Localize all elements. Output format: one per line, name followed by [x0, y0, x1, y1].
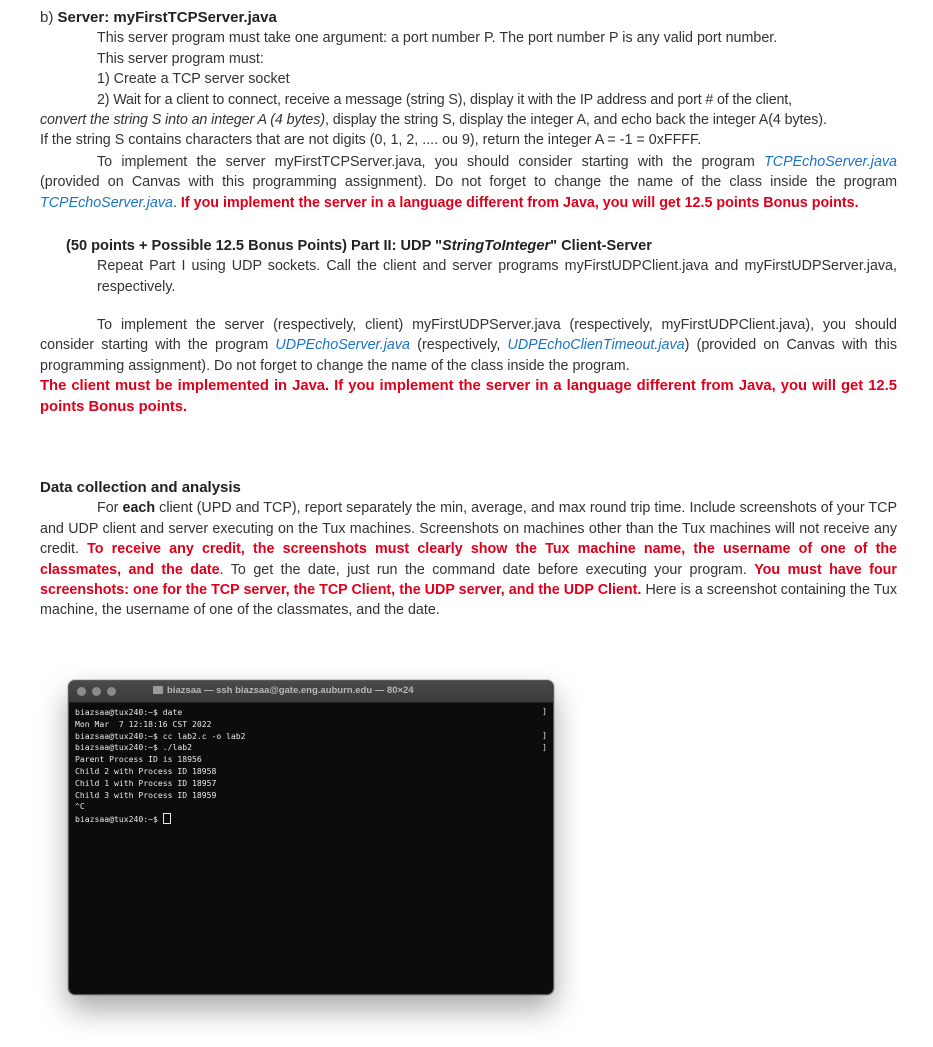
part-ii-section — [40, 236, 897, 297]
terminal-line: biazsaa@tux240:~$ date — [75, 707, 183, 717]
part-b-line-6: If the string S contains characters that are not digits (0, 1, 2, .... ou 9), return the integer A = -1 = 0xFFFF. — [40, 132, 702, 149]
maximize-window-dot-icon — [107, 687, 116, 696]
part-ii-implement-paragraph — [40, 315, 897, 376]
part-ii-heading-italic: StringToInteger — [442, 238, 551, 254]
dc-each-bold: each — [122, 500, 156, 517]
terminal-prompt: biazsaa@tux240:~$ — [75, 814, 163, 825]
window-controls — [77, 687, 116, 696]
data-collection-section — [40, 478, 897, 621]
minimize-window-dot-icon — [92, 687, 101, 696]
terminal-line: Parent Process ID is 18956 — [75, 754, 202, 765]
data-collection-paragraph — [40, 498, 897, 620]
part-b-section — [40, 8, 897, 213]
part-b-implement-paragraph — [40, 152, 897, 213]
client-java-notice-red: The client must be implemented in Java. If you implement the server in a language different from Java, you will get 12.5 points Bonus points. — [40, 378, 897, 415]
terminal-prompt-line — [75, 813, 547, 826]
implement-text-b: (provided on Canvas with this programming assignment). Do not forget to change the name of the class inside the program — [40, 174, 897, 191]
tcpechoserver-link-2[interactable]: TCPEchoServer.java — [40, 194, 173, 211]
terminal-edge-mark: ] — [542, 707, 547, 716]
dc-text-d: Here is a screenshot containing the Tux machine, the username of one of the classmates, and the date. — [40, 582, 897, 619]
terminal-line: biazsaa@tux240:~$ ./lab2 — [75, 742, 192, 753]
part-ii-heading-a: (50 points + Possible 12.5 Bonus Points) Part II: UDP " — [66, 238, 443, 254]
udp-implement-text-c: ) (provided on Canvas with this programming assignment). Do not forget to change the name of the class inside the program. — [40, 337, 897, 374]
part-b-line-2: This server program must: — [97, 50, 264, 67]
part-ii-implement-section — [40, 315, 897, 417]
part-b-label: b) — [40, 9, 58, 26]
part-ii-heading-b: " Client-Server — [550, 238, 652, 254]
terminal-edge-mark: ] — [542, 731, 547, 740]
udp-implement-text-b: (respectively, — [409, 337, 508, 354]
data-collection-heading: Data collection and analysis — [40, 479, 241, 496]
terminal-line: Mon Mar 7 12:18:16 CST 2022 — [75, 718, 212, 729]
dc-red-requirement-1: To receive any credit, the screenshots must clearly show the Tux machine name, the username of one of the classmates, and the date — [40, 541, 898, 578]
part-b-title: Server: myFirstTCPServer.java — [57, 9, 277, 26]
udp-implement-text-a: To implement the server (respectively, client) myFirstUDPServer.java (respectively, myFirstUDPClient.java), you should consider starting with the program — [40, 317, 897, 354]
part-b-step-2-cont — [40, 110, 897, 130]
terminal-window-screenshot — [68, 680, 554, 995]
bonus-notice-red: If you implement the server in a language different from Java, you will get 12.5 points Bonus points. — [180, 194, 859, 211]
terminal-line: Child 3 with Process ID 18959 — [75, 789, 217, 800]
terminal-title-text: biazsaa — ssh biazsaa@gate.eng.auburn.edu — 80×24 — [167, 685, 414, 696]
part-ii-heading — [40, 236, 897, 256]
part-b-line-1: This server program must take one argument: a port number P. The port number P is any valid port number. — [97, 30, 778, 47]
terminal-title — [153, 685, 414, 696]
dc-text-c: . To get the date, just run the command date before executing your program. — [219, 561, 755, 578]
terminal-output — [69, 703, 553, 830]
terminal-line: ^C — [75, 801, 85, 812]
dc-text-a: For — [97, 500, 123, 517]
part-ii-repeat-text: Repeat Part I using UDP sockets. Call the client and server programs myFirstUDPClient.java and myFirstUDPServer.java, respectively. — [97, 258, 897, 295]
terminal-line: biazsaa@tux240:~$ cc lab2.c -o lab2 — [75, 730, 246, 741]
terminal-cursor — [163, 813, 171, 824]
terminal-edge-mark: ] — [542, 743, 547, 752]
part-b-step-2: 2) Wait for a client to connect, receive a message (string S), display it with the IP address and port # of the client, — [97, 91, 792, 108]
udpechoserver-link[interactable]: UDPEchoServer.java — [275, 337, 410, 354]
tcpechoserver-link-1[interactable]: TCPEchoServer.java — [764, 153, 897, 170]
dc-red-requirement-2: You must have four screenshots: one for the TCP server, the TCP Client, the UDP server, and the UDP Client. — [40, 561, 897, 599]
dc-text-b: client (UPD and TCP), report separately the min, average, and max round trip time. Include screenshots of your TCP and UDP client and server executing on the Tux machines. Screenshots on machines other than the Tux machines will not receive any credit. — [40, 500, 897, 558]
terminal-title-bar — [69, 681, 553, 703]
convert-italic-text: convert the string S into an integer A (4 bytes) — [40, 112, 325, 129]
implement-text-c: . — [172, 194, 181, 211]
udpechoclientimeout-link[interactable]: UDPEchoClienTimeout.java — [507, 337, 685, 354]
terminal-line: Child 2 with Process ID 18958 — [75, 765, 217, 776]
convert-rest-text: , display the string S, display the integer A, and echo back the integer A(4 bytes). — [325, 112, 827, 129]
terminal-line: Child 1 with Process ID 18957 — [75, 777, 217, 788]
part-b-step-1: 1) Create a TCP server socket — [97, 71, 290, 88]
folder-icon — [153, 686, 163, 694]
implement-text-a: To implement the server myFirstTCPServer.java, you should consider starting with the program — [97, 153, 765, 170]
close-window-dot-icon — [77, 687, 86, 696]
